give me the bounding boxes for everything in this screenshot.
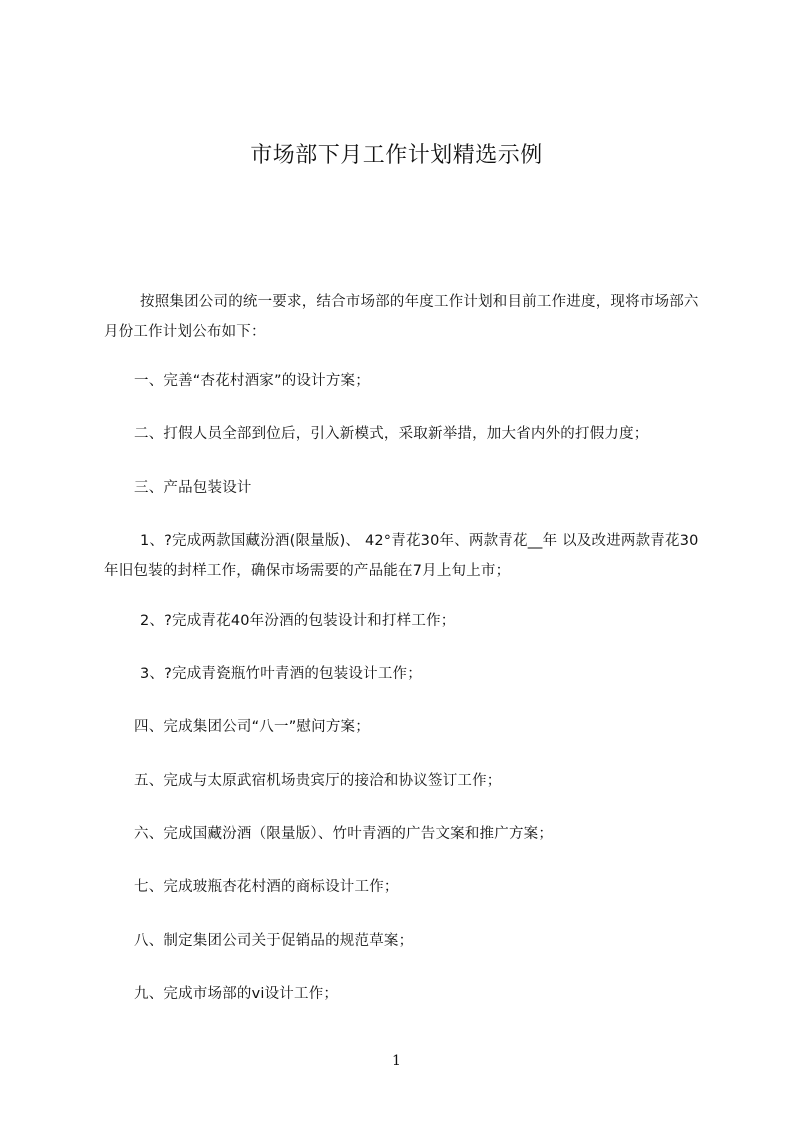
plan-item-1: 一、完善“杏花村酒家”的设计方案；	[134, 373, 370, 389]
plan-item-5: 五、完成与太原武宿机场贵宾厅的接洽和协议签订工作；	[134, 773, 502, 789]
page-number: 1	[392, 1053, 401, 1069]
intro-paragraph: 按照集团公司的统一要求，结合市场部的年度工作计划和目前工作进度，现将市场部六月份工作计划公布如下：	[104, 294, 699, 340]
plan-item-2: 二、打假人员全部到位后，引入新模式，采取新举措，加大省内外的打假力度；	[134, 426, 649, 442]
document-title: 市场部下月工作计划精选示例	[250, 143, 543, 168]
plan-item-7: 七、完成玻瓶杏花村酒的商标设计工作；	[134, 879, 399, 895]
plan-item-4: 四、完成集团公司“八一”慰问方案；	[134, 719, 370, 735]
plan-item-9: 九、完成市场部的vi设计工作；	[134, 986, 339, 1002]
plan-item-6: 六、完成国藏汾酒（限量版）、竹叶青酒的广告文案和推广方案；	[134, 826, 554, 842]
plan-subitem-3-2: 2、?完成青花40年汾酒的包装设计和打样工作；	[140, 613, 456, 629]
plan-subitem-3-3: 3、?完成青瓷瓶竹叶青酒的包装设计工作；	[140, 666, 422, 682]
plan-item-3: 三、产品包装设计	[134, 480, 252, 496]
plan-subitem-3-1: 1、?完成两款国藏汾酒(限量版)、 42°青花30年、两款青花__年 以及改进两款青花30年旧包装的封样工作，确保市场需要的产品能在7月上旬上市；	[104, 533, 699, 579]
plan-item-8: 八、制定集团公司关于促销品的规范草案；	[134, 933, 414, 949]
